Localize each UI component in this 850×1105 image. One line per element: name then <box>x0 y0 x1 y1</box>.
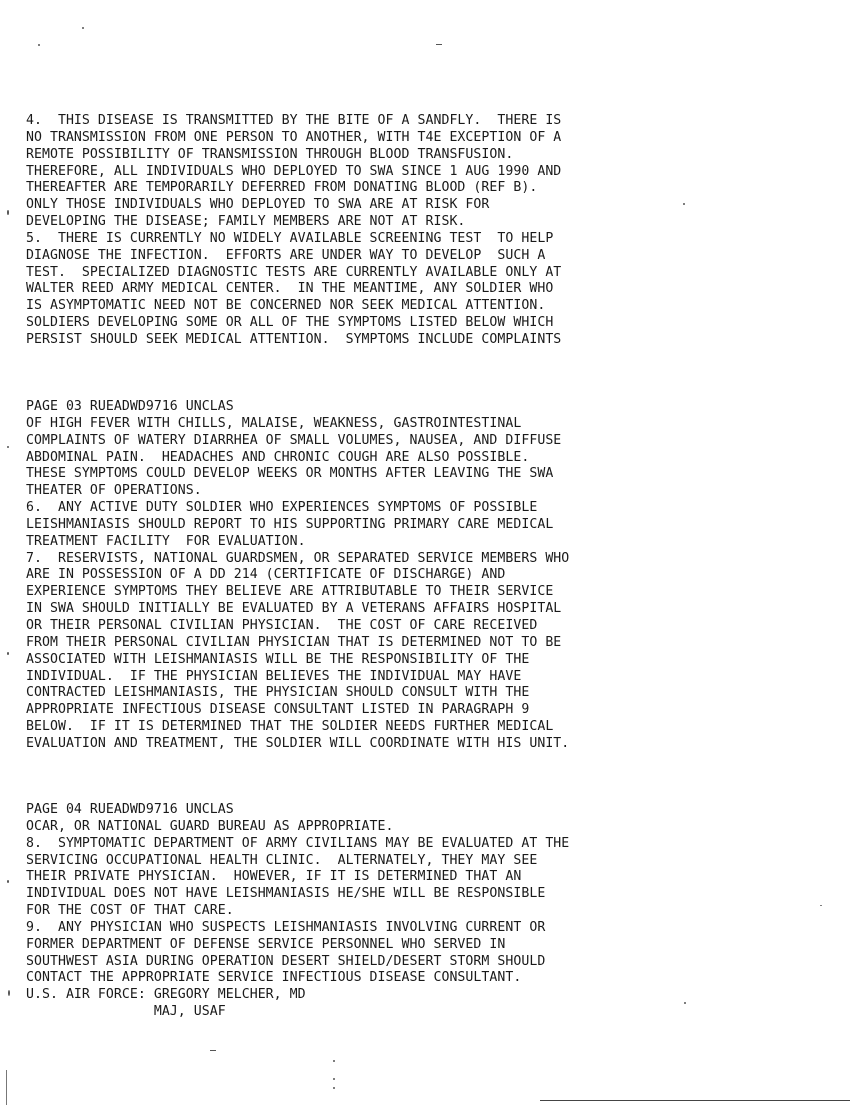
scan-edge-line <box>540 1100 850 1101</box>
text-line: ASSOCIATED WITH LEISHMANIASIS WILL BE THE RESPONSIBILITY OF THE <box>26 651 530 667</box>
text-line: SERVICING OCCUPATIONAL HEALTH CLINIC. ALTERNATELY, THEY MAY SEE <box>26 852 538 868</box>
text-line: LEISHMANIASIS SHOULD REPORT TO HIS SUPPORTING PRIMARY CARE MEDICAL <box>26 516 554 532</box>
text-line: MAJ, USAF <box>26 1004 226 1020</box>
text-line: BELOW. IF IT IS DETERMINED THAT THE SOLDIER NEEDS FURTHER MEDICAL <box>26 719 554 735</box>
text-line: COMPLAINTS OF WATERY DIARRHEA OF SMALL VOLUMES, NAUSEA, AND DIFFUSE <box>26 432 562 448</box>
scan-speck <box>210 1050 216 1051</box>
scan-speck <box>820 905 822 906</box>
text-line: THEIR PRIVATE PHYSICIAN. HOWEVER, IF IT IS DETERMINED THAT AN <box>26 869 522 885</box>
text-line: DIAGNOSE THE INFECTION. EFFORTS ARE UNDER WAY TO DEVELOP SUCH A <box>26 247 546 263</box>
text-line: TEST. SPECIALIZED DIAGNOSTIC TESTS ARE CURRENTLY AVAILABLE ONLY AT <box>26 264 562 280</box>
text-line: OCAR, OR NATIONAL GUARD BUREAU AS APPROPRIATE. <box>26 818 394 834</box>
text-block-page-03 <box>26 399 569 753</box>
scan-speck <box>38 44 40 46</box>
text-line: 9. ANY PHYSICIAN WHO SUSPECTS LEISHMANIASIS INVOLVING CURRENT OR <box>26 919 546 935</box>
text-line: NO TRANSMISSION FROM ONE PERSON TO ANOTHER, WITH T4E EXCEPTION OF A <box>26 129 562 145</box>
scan-speck <box>683 203 685 205</box>
scan-speck <box>684 1002 686 1004</box>
text-line: EVALUATION AND TREATMENT, THE SOLDIER WILL COORDINATE WITH HIS UNIT. <box>26 735 570 751</box>
text-line: 8. SYMPTOMATIC DEPARTMENT OF ARMY CIVILIANS MAY BE EVALUATED AT THE <box>26 835 570 851</box>
scan-speck <box>436 44 442 45</box>
text-line: SOLDIERS DEVELOPING SOME OR ALL OF THE SYMPTOMS LISTED BELOW WHICH <box>26 315 554 331</box>
text-line: TREATMENT FACILITY FOR EVALUATION. <box>26 533 306 549</box>
text-block-page-04 <box>26 802 569 1021</box>
scan-speck <box>333 1060 335 1062</box>
text-line: IS ASYMPTOMATIC NEED NOT BE CONCERNED NOR SEEK MEDICAL ATTENTION. <box>26 298 546 314</box>
text-line: INDIVIDUAL DOES NOT HAVE LEISHMANIASIS HE/SHE WILL BE RESPONSIBLE <box>26 886 546 902</box>
scan-speck <box>7 652 9 655</box>
text-line: THEREAFTER ARE TEMPORARILY DEFERRED FROM DONATING BLOOD (REF B). <box>26 180 538 196</box>
text-line: OF HIGH FEVER WITH CHILLS, MALAISE, WEAKNESS, GASTROINTESTINAL <box>26 415 522 431</box>
text-line: U.S. AIR FORCE: GREGORY MELCHER, MD <box>26 987 306 1003</box>
text-line: PAGE 04 RUEADWD9716 UNCLAS <box>26 802 234 817</box>
text-line: EXPERIENCE SYMPTOMS THEY BELIEVE ARE ATTRIBUTABLE TO THEIR SERVICE <box>26 584 554 600</box>
scan-speck <box>7 446 9 448</box>
text-line: PAGE 03 RUEADWD9716 UNCLAS <box>26 399 234 414</box>
text-line: INDIVIDUAL. IF THE PHYSICIAN BELIEVES THE INDIVIDUAL MAY HAVE <box>26 668 522 684</box>
scan-speck <box>82 27 84 29</box>
text-line: WALTER REED ARMY MEDICAL CENTER. IN THE MEANTIME, ANY SOLDIER WHO <box>26 281 554 297</box>
text-line: FOR THE COST OF THAT CARE. <box>26 903 234 919</box>
text-line: CONTRACTED LEISHMANIASIS, THE PHYSICIAN SHOULD CONSULT WITH THE <box>26 685 530 701</box>
scan-speck <box>8 990 10 996</box>
text-line: ONLY THOSE INDIVIDUALS WHO DEPLOYED TO SWA ARE AT RISK FOR <box>26 197 490 213</box>
scan-speck <box>7 880 9 883</box>
text-line: CONTACT THE APPROPRIATE SERVICE INFECTIOUS DISEASE CONSULTANT. <box>26 970 522 986</box>
text-line: 6. ANY ACTIVE DUTY SOLDIER WHO EXPERIENCES SYMPTOMS OF POSSIBLE <box>26 500 538 516</box>
text-line: ARE IN POSSESSION OF A DD 214 (CERTIFICATE OF DISCHARGE) AND <box>26 567 506 583</box>
text-line: 7. RESERVISTS, NATIONAL GUARDSMEN, OR SEPARATED SERVICE MEMBERS WHO <box>26 550 570 566</box>
text-line: FROM THEIR PERSONAL CIVILIAN PHYSICIAN THAT IS DETERMINED NOT TO BE <box>26 634 562 650</box>
text-line: OR THEIR PERSONAL CIVILIAN PHYSICIAN. THE COST OF CARE RECEIVED <box>26 617 538 633</box>
scan-speck <box>333 1087 335 1089</box>
text-line: 4. THIS DISEASE IS TRANSMITTED BY THE BITE OF A SANDFLY. THERE IS <box>26 113 562 128</box>
text-line: REMOTE POSSIBILITY OF TRANSMISSION THROUGH BLOOD TRANSFUSION. <box>26 146 514 162</box>
text-line: THEATER OF OPERATIONS. <box>26 483 202 499</box>
text-line: SOUTHWEST ASIA DURING OPERATION DESERT SHIELD/DESERT STORM SHOULD <box>26 953 546 969</box>
text-line: 5. THERE IS CURRENTLY NO WIDELY AVAILABLE SCREENING TEST TO HELP <box>26 230 554 246</box>
scan-edge-line <box>6 1070 7 1105</box>
scan-speck <box>7 210 9 215</box>
text-line: APPROPRIATE INFECTIOUS DISEASE CONSULTANT LISTED IN PARAGRAPH 9 <box>26 702 530 718</box>
text-line: THESE SYMPTOMS COULD DEVELOP WEEKS OR MONTHS AFTER LEAVING THE SWA <box>26 466 554 482</box>
text-line: THEREFORE, ALL INDIVIDUALS WHO DEPLOYED TO SWA SINCE 1 AUG 1990 AND <box>26 163 562 179</box>
text-line: IN SWA SHOULD INITIALLY BE EVALUATED BY A VETERANS AFFAIRS HOSPITAL <box>26 601 562 617</box>
text-line: ABDOMINAL PAIN. HEADACHES AND CHRONIC COUGH ARE ALSO POSSIBLE. <box>26 449 530 465</box>
text-block-page-02 <box>26 113 561 349</box>
text-line: DEVELOPING THE DISEASE; FAMILY MEMBERS ARE NOT AT RISK. <box>26 214 466 230</box>
text-line: FORMER DEPARTMENT OF DEFENSE SERVICE PERSONNEL WHO SERVED IN <box>26 936 506 952</box>
scan-speck <box>333 1078 335 1080</box>
text-line: PERSIST SHOULD SEEK MEDICAL ATTENTION. SYMPTOMS INCLUDE COMPLAINTS <box>26 331 562 347</box>
